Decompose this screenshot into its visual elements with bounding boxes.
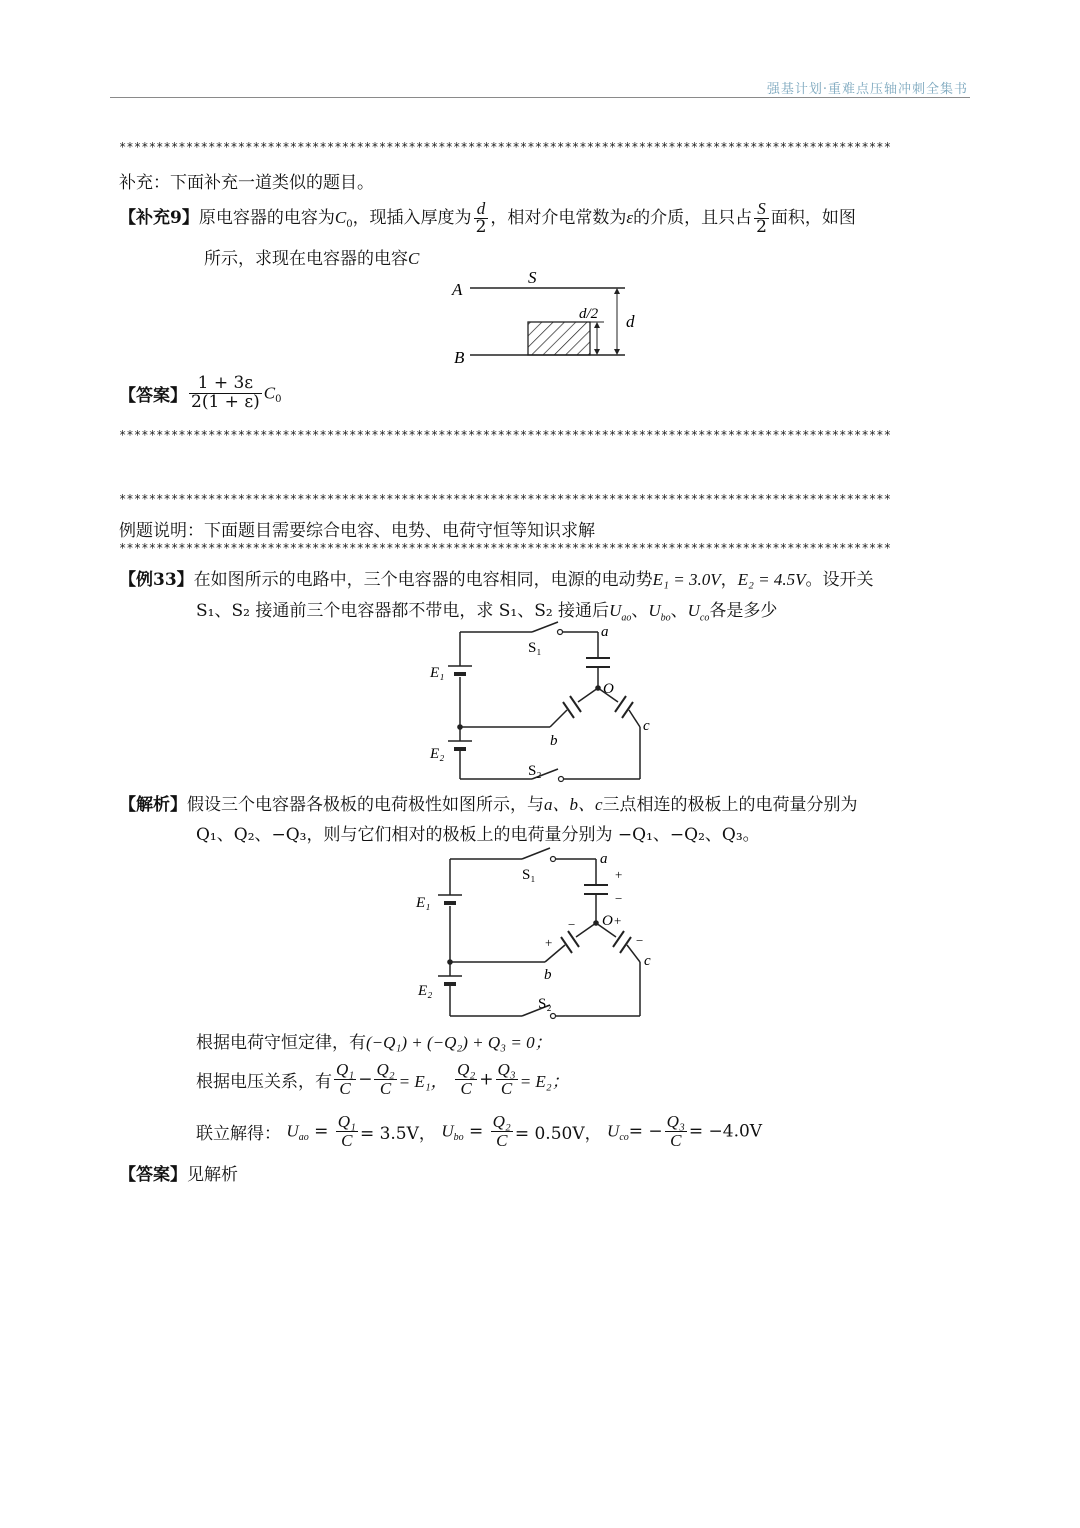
- eq2-prefix: 根据电压关系，有: [196, 1071, 332, 1092]
- eq2-q2a: Q₂: [376, 1060, 395, 1079]
- switch-s2-contact: [559, 777, 564, 782]
- sign-b-plus: +: [545, 935, 553, 950]
- sol-uco-value: = −4.0V: [688, 1121, 763, 1142]
- label-d-half: d/2: [579, 306, 599, 322]
- supplement-label: 【补充9】: [119, 207, 199, 228]
- eq1-body: (−Q₁) + (−Q₂) + Q₃ = 0；: [366, 1033, 552, 1052]
- switch2-s1-blade: [522, 848, 550, 859]
- switch2-s2-contact: [551, 1014, 556, 1019]
- star-divider-2: ********************************************************************************************************: [119, 428, 892, 442]
- label-s: S: [528, 268, 537, 287]
- label-c-node: c: [643, 718, 650, 734]
- example-note: 例题说明：下面题目需要综合电容、电势、电荷守恒等知识求解: [119, 521, 595, 541]
- eq2-q3: Q₃: [497, 1060, 516, 1079]
- circuit-diagram-1: [420, 620, 660, 785]
- uao-subscript: ao: [621, 612, 632, 624]
- wire-o-to-cap-b: [578, 688, 598, 702]
- supplement-text-3: ，相对介电常数为: [490, 207, 627, 228]
- wire-cap-c-to-c: [629, 710, 640, 727]
- supplement-text-2: ，现插入厚度为: [352, 207, 472, 228]
- sign-c-minus: −: [636, 933, 644, 948]
- cap-b-plate-2: [563, 702, 574, 718]
- eq2-frac-q2a: [374, 1061, 396, 1098]
- switch-s1-blade: [532, 622, 558, 632]
- label-a: A: [452, 280, 463, 299]
- c-symbol: C: [408, 249, 420, 268]
- comma-2: 、: [670, 601, 688, 621]
- label-b-node: b: [550, 733, 558, 749]
- switch-s1-contact: [558, 630, 563, 635]
- sign-b-minus: −: [568, 917, 576, 932]
- uco-subscript: co: [699, 612, 710, 624]
- node2-o-dot: [593, 920, 599, 926]
- answer-fraction: [189, 375, 262, 412]
- sol-uco: U: [607, 1121, 620, 1141]
- sol-ubo-value: = 0.50V，: [514, 1123, 602, 1144]
- star-divider-4: ********************************************************************************************************: [119, 541, 892, 555]
- eq2-frac-q3: [496, 1061, 518, 1098]
- sol-prefix: 联立解得：: [196, 1123, 281, 1144]
- fraction-s-over-2: [754, 200, 769, 237]
- uco-symbol: U: [687, 601, 700, 620]
- supplement-text-1: 原电容器的电容为: [198, 207, 335, 228]
- supplement-question-line-1: [119, 200, 856, 237]
- label-s2: S₂: [528, 763, 542, 779]
- analysis-line-1: [119, 790, 858, 815]
- equation-charge-conservation: [196, 1028, 552, 1053]
- c0-subscript: 0: [346, 219, 353, 231]
- example-e1: E₁ = 3.0V: [652, 570, 721, 589]
- example-text-1: 在如图所示的电路中，三个电容器的电容相同，电源的电动势: [193, 570, 653, 590]
- equation-voltage-relation: [196, 1061, 569, 1098]
- eq2-c1: C: [339, 1078, 351, 1098]
- cap2-c-plate-2: [620, 937, 631, 953]
- cap-c-plate-2: [622, 702, 633, 718]
- example-text-2: 。设开关: [805, 570, 874, 590]
- example-answer-text: 见解析: [187, 1165, 238, 1185]
- cap-b-plate-1: [570, 696, 581, 712]
- switch2-s1-contact: [551, 857, 556, 862]
- supplement-text-4: 的介质，且只占: [633, 207, 753, 228]
- c0-symbol: C: [334, 207, 347, 227]
- capacitor-dielectric-figure: [440, 265, 650, 370]
- uao-symbol: U: [609, 601, 622, 620]
- sol-ubo: U: [441, 1121, 454, 1141]
- label-o-node: O: [603, 681, 614, 697]
- example-sep: ，: [720, 570, 738, 590]
- example-line2-b: 各是多少: [709, 601, 778, 621]
- label-s1: S₁: [528, 640, 542, 656]
- fraction-s-num: S: [754, 200, 769, 219]
- ubo-subscript: bo: [660, 612, 671, 624]
- sol-c1: C: [341, 1130, 353, 1150]
- example-answer: [119, 1160, 238, 1185]
- label-a-node: a: [601, 624, 609, 640]
- header-title: 强基计划·重难点压轴冲刺全集书: [766, 82, 968, 97]
- label2-e2: E₂: [418, 983, 433, 999]
- dielectric-slab: [528, 322, 590, 355]
- label2-e1: E₁: [416, 895, 431, 911]
- sol-uco-mid: = −: [628, 1121, 663, 1142]
- sign-a-plus: +: [615, 867, 623, 882]
- supplement-answer: [119, 375, 281, 412]
- comma-1: 、: [631, 601, 649, 621]
- sol-frac-q3: [665, 1113, 687, 1150]
- cap2-b-plate-2: [561, 937, 572, 953]
- sol-frac-q1: [336, 1113, 358, 1150]
- sol-q1: Q₁: [337, 1112, 356, 1131]
- junction2-dot: [447, 959, 453, 965]
- eq2-plus: +: [479, 1069, 494, 1090]
- dim-arrow-up-full: [614, 288, 620, 294]
- eq2-frac-q2b: [455, 1061, 477, 1098]
- epsilon-symbol: ε: [626, 207, 634, 227]
- wire-cap-b-to-b: [550, 710, 567, 727]
- equation-solution: 联立解得： $U_{ao}$ = $\frac{\text{Q₁}}{C}$ = 3.5V， $U_{bo}$ = $\frac{\text{Q₂}}{C}$ = 0.50V， $U_{co}=$ − $\frac{\text{Q₃}}{C}$ = −4.0V: [196, 1112, 763, 1150]
- label2-c-node: c: [644, 953, 651, 969]
- analysis-label: 【解析】: [119, 795, 187, 815]
- sol-uco-sub: co: [619, 1132, 629, 1144]
- sign-o-plus: +: [614, 913, 622, 928]
- ubo-symbol: U: [648, 601, 661, 620]
- supplement-text-5: 面积，如图: [770, 207, 856, 228]
- sol-uao-value: = 3.5V，: [359, 1123, 436, 1144]
- answer-numerator: 1 + 3ε: [189, 375, 262, 394]
- example-e2: E₂ = 4.5V: [737, 570, 806, 589]
- fraction-s-den: 2: [756, 216, 767, 237]
- junction-dot: [457, 724, 463, 730]
- label-e2: E₂: [430, 746, 445, 762]
- answer-c: C: [263, 383, 276, 403]
- sol-c2: C: [496, 1130, 508, 1150]
- fraction-d-over-2: [474, 200, 489, 237]
- circuit-diagram-2: [410, 845, 660, 1020]
- example-question-line-1: [119, 565, 873, 590]
- eq2-c3: C: [460, 1078, 472, 1098]
- sol-uao: U: [286, 1121, 299, 1141]
- label2-o-node: O: [602, 913, 613, 929]
- answer-c-subscript: 0: [275, 394, 282, 406]
- dim-arrow-down-half: [594, 349, 600, 355]
- sol-q2: Q₂: [492, 1112, 511, 1131]
- label-d: d: [626, 312, 635, 331]
- node-o-dot: [595, 685, 601, 691]
- eq2-e2: = E₂；: [519, 1071, 569, 1091]
- cap2-b-plate-1: [568, 931, 579, 947]
- star-divider-1: ********************************************************************************************************: [119, 140, 892, 154]
- eq2-q2b: Q₂: [457, 1060, 476, 1079]
- eq1-prefix: 根据电荷守恒定律，有: [196, 1033, 366, 1053]
- label2-b-node: b: [544, 967, 552, 983]
- supplement-line2-text: 所示，求现在电容器的电容: [204, 249, 408, 269]
- example-answer-label: 【答案】: [119, 1165, 187, 1185]
- eq2-c2: C: [379, 1078, 392, 1098]
- dim-arrow-down-full: [614, 349, 620, 355]
- analysis-vars-abc: a、b、c: [544, 795, 603, 814]
- dim-arrow-up-half: [594, 322, 600, 328]
- wire2-o-to-cap-b: [576, 923, 596, 937]
- analysis-line1-b: 三点相连的极板上的电荷量分别为: [602, 795, 858, 815]
- eq2-c4: C: [500, 1078, 513, 1098]
- label-b: B: [454, 348, 465, 367]
- label-e1: E₁: [430, 665, 445, 681]
- label2-s2: S₂: [538, 996, 552, 1012]
- sign-a-minus: −: [615, 891, 623, 906]
- supplement-intro: 补充：下面补充一道类似的题目。: [119, 173, 374, 193]
- eq2-q1: Q₁: [336, 1060, 355, 1079]
- supplement-question-line-2: [204, 244, 419, 269]
- sol-q3: Q₃: [666, 1112, 685, 1131]
- example-label: 【例33】: [119, 570, 194, 590]
- eq2-frac-q1: [334, 1061, 356, 1098]
- cap-c-plate-1: [615, 696, 626, 712]
- analysis-line1-a: 假设三个电容器各极板的电荷极性如图所示，与: [187, 795, 544, 815]
- fraction-d-num: d: [474, 200, 489, 219]
- analysis-line-2: Q₁、Q₂、−Q₃，则与它们相对的极板上的电荷量分别为 −Q₁、−Q₂、Q₃。: [196, 825, 760, 845]
- example-line2-a: S₁、S₂ 接通前三个电容器都不带电，求 S₁、S₂ 接通后: [196, 601, 610, 621]
- label2-a-node: a: [600, 851, 608, 867]
- sol-c3: C: [670, 1130, 682, 1150]
- star-divider-3: ********************************************************************************************************: [119, 492, 892, 506]
- header-rule: [110, 97, 970, 98]
- sol-uao-sub: ao: [298, 1132, 309, 1144]
- cap2-c-plate-1: [613, 931, 624, 947]
- label2-s1: S₁: [522, 867, 536, 883]
- fraction-d-den: 2: [475, 216, 487, 237]
- eq2-minus: −: [358, 1069, 373, 1090]
- eq2-e1: = E₁，: [398, 1071, 448, 1091]
- answer-denominator: 2(1 + ε): [191, 391, 260, 412]
- sol-frac-q2: [491, 1113, 513, 1150]
- sol-ubo-sub: bo: [453, 1132, 464, 1144]
- supplement-answer-label: 【答案】: [119, 385, 187, 406]
